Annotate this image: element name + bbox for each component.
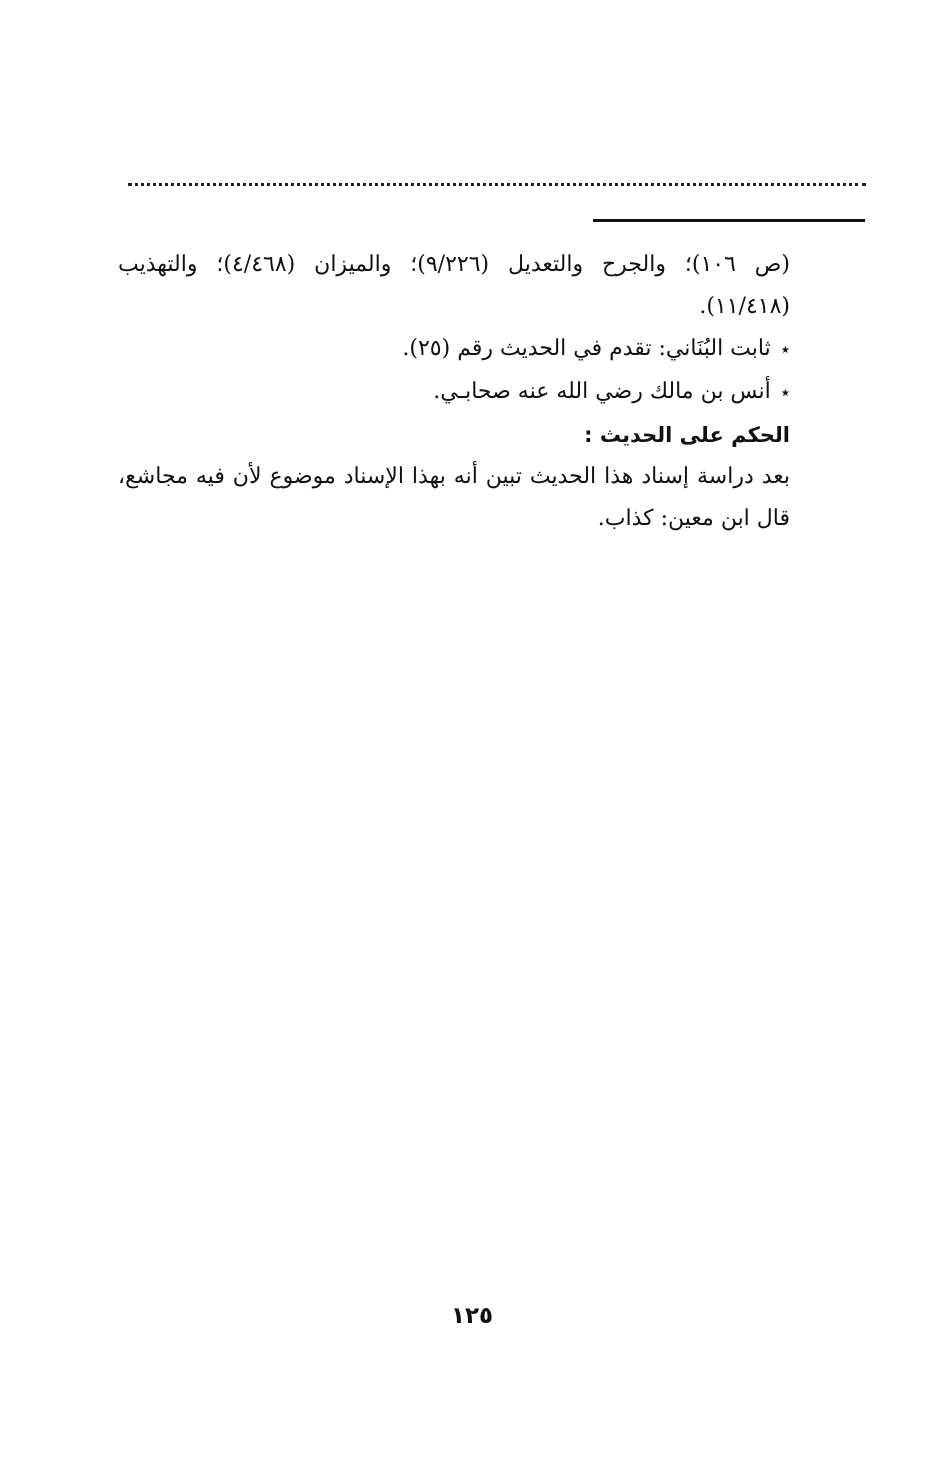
ruling-heading: الحكم على الحديث : [584, 423, 790, 447]
page-text [118, 244, 790, 540]
page-number: ١٢٥ [450, 1303, 494, 1329]
asterisk-icon: ٭ [780, 340, 790, 360]
ruling-line-2: قال ابن معين: كذاب. [597, 506, 790, 531]
narrator-text: ثابت البُنَاني: تقدم في الحديث رقم (٢٥). [402, 336, 771, 361]
dotted-separator [128, 183, 866, 186]
ruling-line-1: بعد دراسة إسناد هذا الحديث تبين أنه بهذا الإسناد موضوع لأن فيه مجاشع، [118, 464, 790, 489]
footnote-rule [593, 219, 865, 222]
footnote-line-2: (١١/٤١٨). [699, 294, 790, 319]
narrator-item [118, 328, 790, 371]
narrator-text: أنس بن مالك رضي الله عنه صحابـي. [433, 379, 771, 404]
narrator-item [118, 371, 790, 414]
footnote-line-1: (ص ١٠٦)؛ والجرح والتعديل (٩/٢٢٦)؛ والميزان (٤/٤٦٨)؛ والتهذيب [118, 252, 790, 277]
asterisk-icon: ٭ [780, 383, 790, 403]
